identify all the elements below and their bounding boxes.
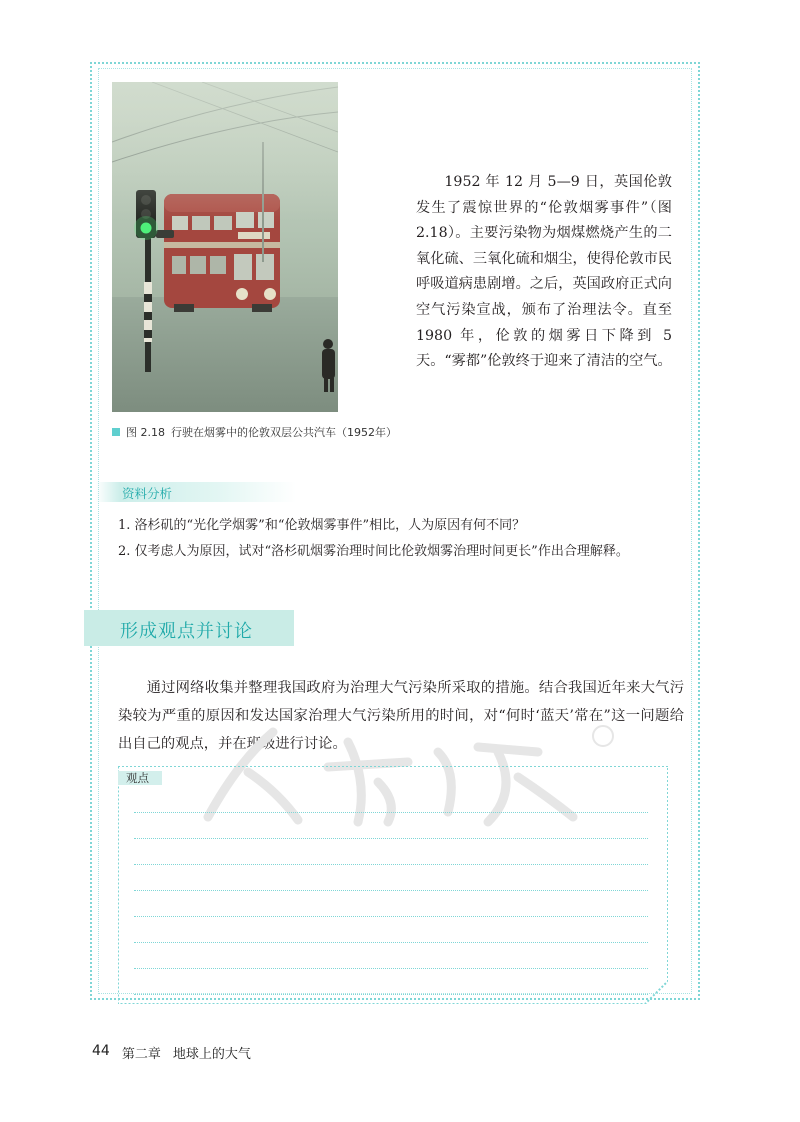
chapter-title: 地球上的大气 [172,1047,251,1062]
page-footer [92,1043,251,1062]
note-label-text: 观点 [126,771,149,785]
note-line[interactable] [134,864,648,865]
discussion-paragraph: 通过网络收集并整理我国政府为治理大气污染所采取的措施。结合我国近年来大气污染较为严重的原因和发达国家治理大气污染所用的时间，对“何时‘蓝天’常在”这一问题给出自己的观点，并在班级进行讨论。 [118,680,684,752]
caption-number: 图 2.18 [126,426,165,439]
figure-caption [112,424,397,440]
data-analysis-label [96,482,296,502]
caption-marker [112,428,120,436]
page-number: 44 [92,1043,110,1059]
note-line[interactable] [134,916,648,917]
london-fog-description: 1952 年 12 月 5—9 日，英国伦敦发生了震惊世界的“伦敦烟雾事件”（图 2.18）。主要污染物为烟煤燃烧产生的二氧化硫、三氧化硫和烟尘，使得伦敦市民呼吸道病患剧增。之后，英国政府正式向空气污染宣战，颁布了治理法令。直至 1980 年，伦敦的烟雾日下降到 5 天。“雾都”伦敦终于迎来了清洁的空气。 [416,174,672,370]
note-line[interactable] [134,968,648,969]
question-2: 2. 仅考虑人为原因，试对“洛杉矶烟雾治理时间比伦敦烟雾治理时间更长”作出合理解释。 [118,544,629,559]
note-line[interactable] [134,812,648,813]
question-1: 1. 洛杉矶的“光化学烟雾”和“伦敦烟雾事件”相比，人为原因有何不同？ [118,518,526,533]
note-line[interactable] [134,942,648,943]
section-heading [84,610,294,646]
note-line[interactable] [134,890,648,891]
note-line[interactable] [134,838,648,839]
note-label [118,771,162,785]
chapter-number: 第二章 [121,1047,161,1062]
caption-text: 行驶在烟雾中的伦敦双层公共汽车（1952年） [171,426,397,439]
data-analysis-text: 资料分析 [122,486,173,501]
section-title: 形成观点并讨论 [120,621,253,642]
note-line[interactable] [134,994,648,995]
london-fog-photo [112,82,338,412]
